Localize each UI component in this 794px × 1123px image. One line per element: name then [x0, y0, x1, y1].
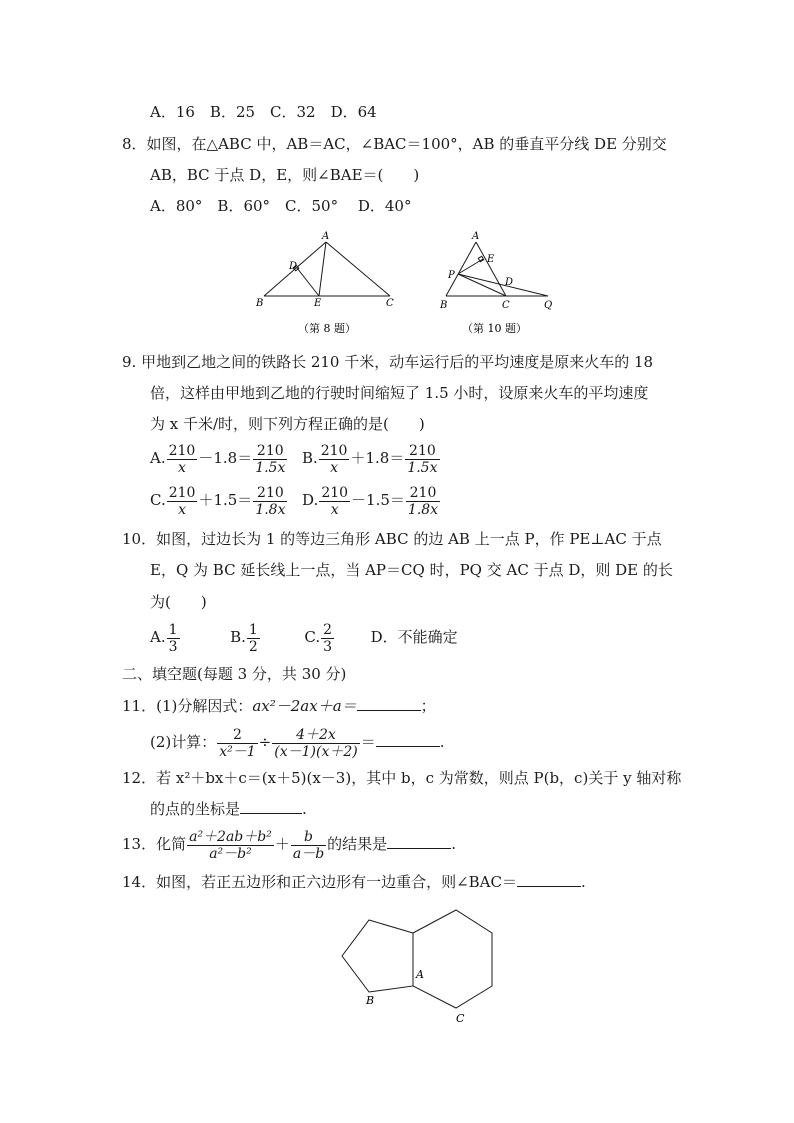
fig10-label-a: A	[472, 231, 480, 242]
q9-line3: 为 x 千米/时，则下列方程正确的是( )	[150, 415, 425, 433]
q14-line: 14．如图，若正五边形和正六边形有一边重合，则∠BAC＝ .	[122, 873, 586, 891]
fig10-label-e: E	[487, 254, 495, 265]
fig14-label-c: C	[456, 1012, 465, 1025]
q10-option-c: C. $\frac{2}{3}$	[304, 621, 333, 655]
q10-options	[150, 618, 458, 656]
fig8-label-b: B	[256, 298, 264, 309]
fig10-segment-pe	[458, 259, 483, 274]
q9-option-a: A. $\frac{210}{x}$ －1.8＝ $\frac{210}{1.5x}$	[150, 442, 286, 476]
figure-q14	[330, 900, 510, 1025]
fig14-label-b: B	[366, 994, 375, 1007]
q9-line1: 9. 甲地到乙地之间的铁路长 210 千米，动车运行后的平均速度是原来火车的 18	[122, 353, 654, 371]
fig8-side-ac	[326, 242, 390, 296]
q11-answer-blank-2[interactable]	[376, 732, 440, 747]
figure-q8	[250, 228, 410, 340]
fig8-label-a: A	[322, 231, 330, 242]
q10-line1: 10．如图，过边长为 1 的等边三角形 ABC 的边 AB 上一点 P，作 PE⊥AC 于点	[122, 530, 662, 548]
q14-answer-blank[interactable]	[517, 872, 581, 887]
fig8-segment-ae	[319, 242, 326, 296]
q11-part1: 11．(1)分解因式：ax²－2ax＋a＝ ；	[122, 697, 436, 715]
q9-option-b: B. $\frac{210}{x}$ ＋1.8＝ $\frac{210}{1.5x}$	[301, 442, 438, 476]
fig8-segment-de	[297, 268, 319, 296]
q10-option-d: D．不能确定	[370, 628, 458, 646]
fig14-pentagon	[342, 920, 413, 992]
q13-answer-blank[interactable]	[387, 834, 451, 849]
fig8-label-d: D	[289, 261, 298, 272]
q8-line1: 8．如图，在△ABC 中，AB＝AC，∠BAC＝100°，AB 的垂直平分线 DE 分别交	[122, 135, 667, 153]
q12-answer-blank[interactable]	[240, 799, 302, 814]
q7-options: A．16 B．25 C．32 D．64	[150, 103, 377, 121]
q12-line1: 12．若 x²＋bx＋c＝(x＋5)(x－3)，其中 b，c 为常数，则点 P(b，c)关于 y 轴对称	[122, 769, 682, 787]
fig10-segment-pq	[458, 274, 548, 296]
fig8-label-c: C	[386, 298, 394, 309]
q12-line2: 的点的坐标是 .	[150, 800, 307, 818]
q10-line3: 为( )	[150, 593, 207, 611]
q10-option-a: A. $\frac{1}{3}$	[150, 621, 178, 655]
fig10-segment-pc	[458, 274, 506, 296]
fig8-caption: （第 8 题）	[298, 322, 356, 335]
q8-options: A．80° B．60° C．50° D．40°	[150, 197, 412, 215]
q9-line2: 倍，这样由甲地到乙地的行驶时间缩短了 1.5 小时，设原来火车的平均速度	[150, 384, 649, 402]
q9-options-row1	[150, 440, 441, 476]
fig14-label-a: A	[416, 968, 424, 981]
q13-line: 13．化简 $\frac{\text{a²＋2ab＋b²}}{\text{a²－b²}}$ ＋ $\frac{b}{a-b}$ 的结果是 .	[122, 828, 456, 862]
fig14-hexagon	[413, 910, 492, 1008]
fig10-caption: （第 10 题）	[462, 322, 527, 335]
fig10-label-q: Q	[544, 300, 553, 311]
fig10-side-ab	[446, 242, 476, 296]
q9-option-d: D. $\frac{210}{x}$ －1.5＝ $\frac{210}{1.8x}$	[302, 484, 439, 518]
q8-line2: AB，BC 于点 D，E，则∠BAE＝( )	[150, 166, 420, 184]
q9-options-row2	[150, 482, 441, 518]
fig10-label-c: C	[502, 300, 510, 311]
q9-option-c: C. $\frac{210}{x}$ ＋1.5＝ $\frac{210}{1.8x}$	[150, 484, 286, 518]
figure-q10	[436, 228, 566, 340]
q11-answer-blank-1[interactable]	[357, 696, 421, 711]
fig10-label-p: P	[448, 270, 455, 281]
q10-line2: E，Q 为 BC 延长线上一点，当 AP＝CQ 时，PQ 交 AC 于点 D，则 DE 的长	[150, 561, 673, 579]
fig10-side-ac	[476, 242, 506, 296]
fig10-label-d: D	[505, 277, 514, 288]
fig10-label-b: B	[440, 300, 448, 311]
q10-option-b: B. $\frac{1}{2}$	[230, 621, 258, 655]
section2-title: 二、填空题(每题 3 分，共 30 分)	[122, 665, 347, 683]
fig8-label-e: E	[314, 298, 322, 309]
q11-part2: (2)计算： $\frac{2}{\text{x²－1}}$ ÷ $\frac{4+2x}{(x-1)(x+2)}$ ＝ .	[150, 726, 445, 760]
